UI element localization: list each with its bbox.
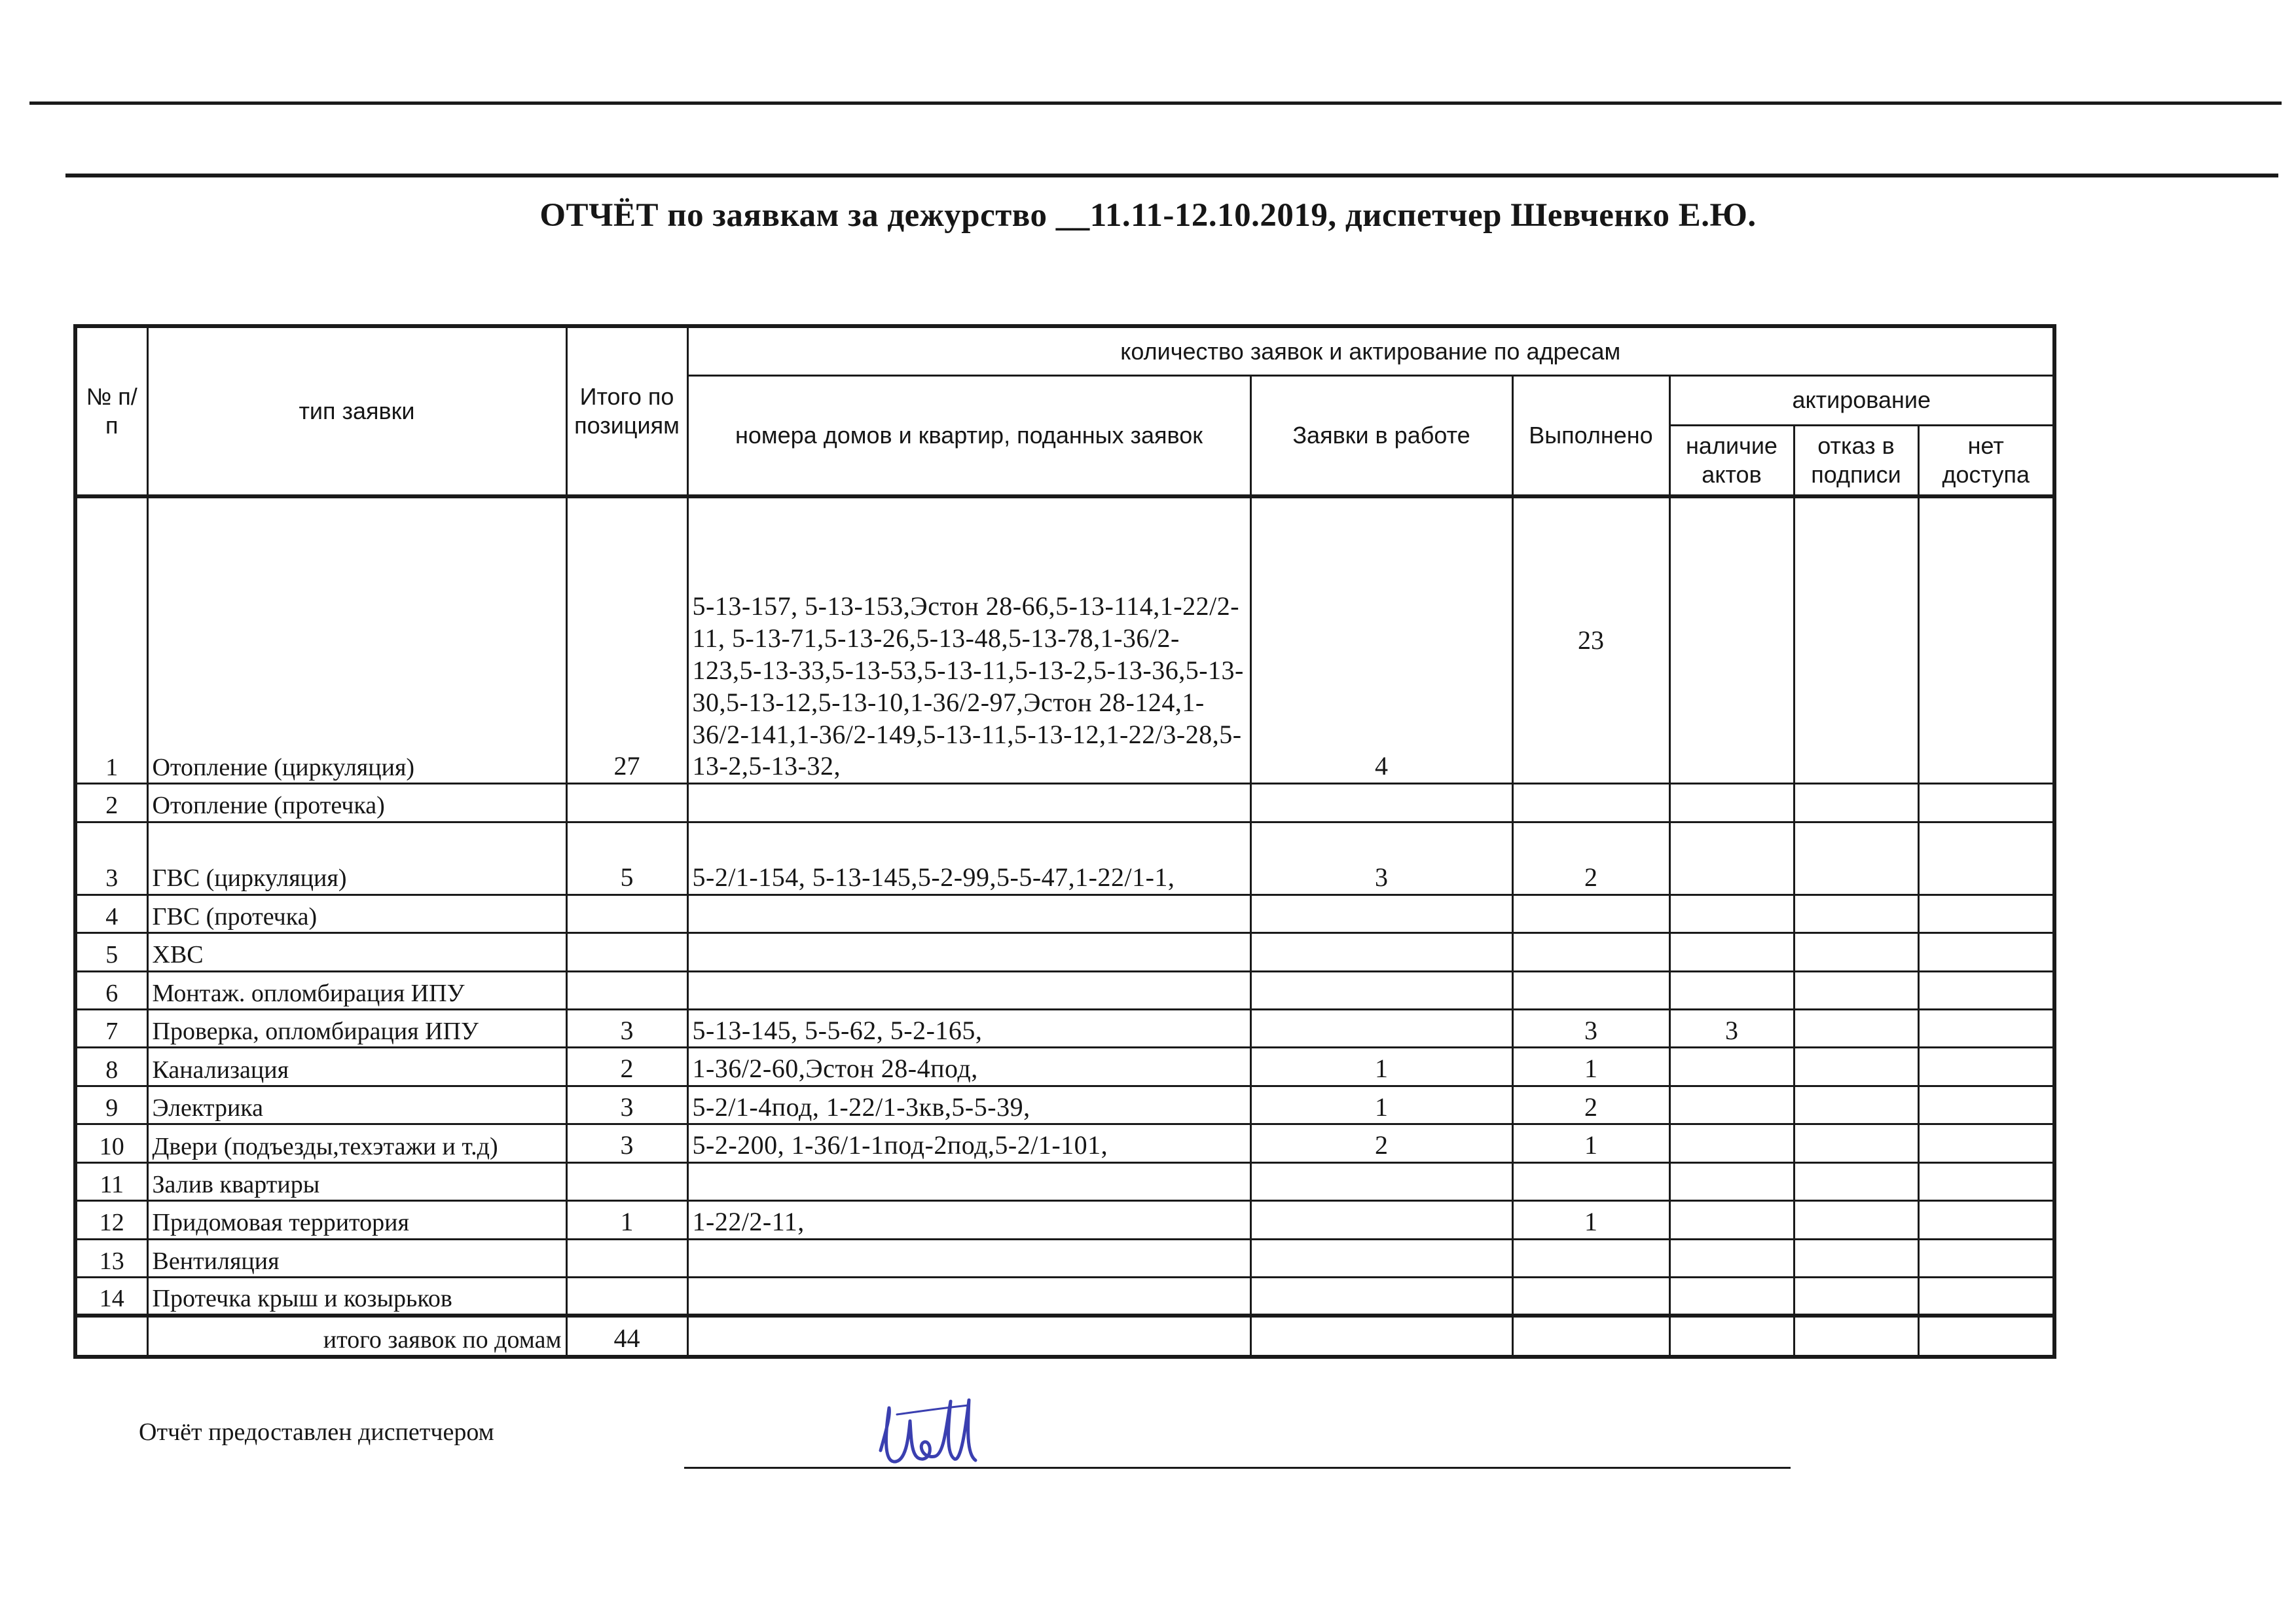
row-acts-present [1669, 971, 1794, 1009]
row-done [1512, 1239, 1669, 1277]
row-acts-refused [1794, 971, 1918, 1009]
row-acts-no-access [1918, 895, 2054, 932]
row-acts-present [1669, 933, 1794, 971]
row-total [566, 1278, 687, 1316]
row-type: Электрика [147, 1086, 566, 1124]
row-type: Залив квартиры [147, 1162, 566, 1200]
header-num: № п/п [75, 326, 147, 496]
header-group: количество заявок и актирование по адресам [687, 326, 2054, 376]
row-acts-no-access [1918, 933, 2054, 971]
row-num: 10 [75, 1124, 147, 1162]
table-row [75, 895, 2054, 932]
header-done: Выполнено [1512, 376, 1669, 497]
row-acts-present [1669, 784, 1794, 822]
row-addresses [687, 1278, 1250, 1316]
row-addresses [687, 971, 1250, 1009]
row-in-work [1250, 784, 1512, 822]
total-empty-cell [1918, 1316, 2054, 1357]
row-acts-no-access [1918, 1162, 2054, 1200]
row-total: 3 [566, 1124, 687, 1162]
row-acts-refused [1794, 1048, 1918, 1086]
row-addresses: 1-22/2-11, [687, 1201, 1250, 1239]
row-in-work: 1 [1250, 1086, 1512, 1124]
row-num: 7 [75, 1010, 147, 1048]
row-done: 2 [1512, 822, 1669, 895]
row-acts-present [1669, 1239, 1794, 1277]
header-in-work: Заявки в работе [1250, 376, 1512, 497]
header-addresses: номера домов и квартир, поданных заявок [687, 376, 1250, 497]
row-num: 2 [75, 784, 147, 822]
row-addresses: 5-2/1-4под, 1-22/1-3кв,5-5-39, [687, 1086, 1250, 1124]
report-title: ОТЧЁТ по заявкам за дежурство __11.11-12.10.2019, диспетчер Шевченко Е.Ю. [539, 197, 1757, 234]
row-acts-no-access [1918, 822, 2054, 895]
row-in-work [1250, 1010, 1512, 1048]
total-empty-cell [75, 1316, 147, 1357]
row-acts-present [1669, 822, 1794, 895]
header-total: Итого по позициям [566, 326, 687, 496]
row-addresses: 5-13-157, 5-13-153,Эстон 28-66,5-13-114,1-22/2-11, 5-13-71,5-13-26,5-13-48,5-13-78,1-36/2-123,5-13-33,5-13-53,5-13-11,5-13-2,5-13-36,5-13-30,5-13-12,5-13-10,1-36/2-97,Эстон 28-124,1-36/2-141,1-36/2-149,5-13-11,5-13-12,1-22/3-28,5-13-2,5-13-32, [687, 496, 1250, 784]
row-in-work: 3 [1250, 822, 1512, 895]
row-type: ГВС (циркуляция) [147, 822, 566, 895]
row-num: 4 [75, 895, 147, 932]
row-num: 8 [75, 1048, 147, 1086]
row-addresses: 5-2-200, 1-36/1-1под-2под,5-2/1-101, [687, 1124, 1250, 1162]
row-acts-refused [1794, 1010, 1918, 1048]
row-done: 1 [1512, 1048, 1669, 1086]
row-addresses: 5-2/1-154, 5-13-145,5-2-99,5-5-47,1-22/1-1, [687, 822, 1250, 895]
row-done [1512, 1278, 1669, 1316]
header-acts-no-access: нет доступа [1918, 425, 2054, 496]
row-num: 13 [75, 1239, 147, 1277]
row-total [566, 895, 687, 932]
top-rule-2 [65, 174, 2278, 177]
row-type: Проверка, опломбирация ИПУ [147, 1010, 566, 1048]
row-addresses [687, 1162, 1250, 1200]
row-done: 3 [1512, 1010, 1669, 1048]
row-in-work: 1 [1250, 1048, 1512, 1086]
signature-mark [871, 1388, 1008, 1480]
row-acts-no-access [1918, 971, 2054, 1009]
total-empty-cell [1250, 1316, 1512, 1357]
row-num: 11 [75, 1162, 147, 1200]
total-empty-cell [1794, 1316, 1918, 1357]
row-num: 14 [75, 1278, 147, 1316]
row-in-work [1250, 1162, 1512, 1200]
row-in-work: 4 [1250, 496, 1512, 784]
table-row [75, 1278, 2054, 1316]
row-type: Вентиляция [147, 1239, 566, 1277]
row-in-work [1250, 1278, 1512, 1316]
table-row [75, 1124, 2054, 1162]
row-total: 2 [566, 1048, 687, 1086]
row-acts-present [1669, 1162, 1794, 1200]
table-row [75, 822, 2054, 895]
row-addresses [687, 933, 1250, 971]
table-row [75, 784, 2054, 822]
row-acts-present [1669, 1201, 1794, 1239]
row-addresses [687, 1239, 1250, 1277]
row-addresses [687, 895, 1250, 932]
row-acts-refused [1794, 1201, 1918, 1239]
row-acts-refused [1794, 784, 1918, 822]
row-total [566, 784, 687, 822]
row-total [566, 933, 687, 971]
row-done: 1 [1512, 1124, 1669, 1162]
row-acts-refused [1794, 1278, 1918, 1316]
row-type: Протечка крыш и козырьков [147, 1278, 566, 1316]
row-done: 2 [1512, 1086, 1669, 1124]
row-acts-no-access [1918, 1086, 2054, 1124]
table-row [75, 1086, 2054, 1124]
row-acts-present [1669, 496, 1794, 784]
row-type: Отопление (циркуляция) [147, 496, 566, 784]
row-num: 3 [75, 822, 147, 895]
row-done [1512, 784, 1669, 822]
row-type: Монтаж. опломбирация ИПУ [147, 971, 566, 1009]
row-num: 5 [75, 933, 147, 971]
row-acts-present: 3 [1669, 1010, 1794, 1048]
row-done [1512, 933, 1669, 971]
row-acts-present [1669, 1124, 1794, 1162]
signature-line [684, 1467, 1791, 1469]
header-type: тип заявки [147, 326, 566, 496]
row-num: 9 [75, 1086, 147, 1124]
row-type: Отопление (протечка) [147, 784, 566, 822]
total-empty-cell [1669, 1316, 1794, 1357]
row-acts-present [1669, 1086, 1794, 1124]
total-empty-cell [1512, 1316, 1669, 1357]
total-empty-cell [687, 1316, 1250, 1357]
table-row [75, 1010, 2054, 1048]
row-done [1512, 1162, 1669, 1200]
row-type: Придомовая территория [147, 1201, 566, 1239]
row-done: 23 [1512, 496, 1669, 784]
row-acts-no-access [1918, 1239, 2054, 1277]
row-done [1512, 895, 1669, 932]
row-total: 3 [566, 1086, 687, 1124]
row-acts-present [1669, 1278, 1794, 1316]
header-acts-refused: отказ в подписи [1794, 425, 1918, 496]
table-row [75, 496, 2054, 784]
row-in-work [1250, 1239, 1512, 1277]
row-num: 12 [75, 1201, 147, 1239]
table-row [75, 1201, 2054, 1239]
table-row [75, 971, 2054, 1009]
row-acts-refused [1794, 895, 1918, 932]
row-acts-no-access [1918, 1278, 2054, 1316]
row-in-work [1250, 933, 1512, 971]
row-type: ХВС [147, 933, 566, 971]
total-label: итого заявок по домам [147, 1316, 566, 1357]
row-in-work [1250, 971, 1512, 1009]
row-acts-refused [1794, 822, 1918, 895]
footer-label: Отчёт предоставлен диспетчером [139, 1418, 494, 1446]
row-acts-refused [1794, 1086, 1918, 1124]
row-acts-no-access [1918, 784, 2054, 822]
row-done: 1 [1512, 1201, 1669, 1239]
row-total: 27 [566, 496, 687, 784]
row-type: Двери (подъезды,техэтажи и т.д) [147, 1124, 566, 1162]
total-row [75, 1316, 2054, 1357]
row-total: 3 [566, 1010, 687, 1048]
row-acts-no-access [1918, 1048, 2054, 1086]
row-addresses: 5-13-145, 5-5-62, 5-2-165, [687, 1010, 1250, 1048]
header-acts-present: наличие актов [1669, 425, 1794, 496]
row-total [566, 1162, 687, 1200]
row-acts-refused [1794, 1124, 1918, 1162]
row-total [566, 1239, 687, 1277]
row-num: 1 [75, 496, 147, 784]
report-table [73, 324, 2056, 1359]
row-type: Канализация [147, 1048, 566, 1086]
row-acts-no-access [1918, 1201, 2054, 1239]
table-row [75, 1162, 2054, 1200]
row-total [566, 971, 687, 1009]
row-acts-present [1669, 1048, 1794, 1086]
header-acts-group: актирование [1669, 376, 2054, 426]
row-num: 6 [75, 971, 147, 1009]
row-addresses: 1-36/2-60,Эстон 28-4под, [687, 1048, 1250, 1086]
row-type: ГВС (протечка) [147, 895, 566, 932]
row-acts-no-access [1918, 1010, 2054, 1048]
row-in-work [1250, 895, 1512, 932]
row-in-work: 2 [1250, 1124, 1512, 1162]
row-total: 1 [566, 1201, 687, 1239]
row-acts-no-access [1918, 1124, 2054, 1162]
row-acts-refused [1794, 1239, 1918, 1277]
row-total: 5 [566, 822, 687, 895]
top-rule-1 [29, 101, 2282, 105]
row-done [1512, 971, 1669, 1009]
row-addresses [687, 784, 1250, 822]
row-acts-refused [1794, 496, 1918, 784]
table-row [75, 1048, 2054, 1086]
row-acts-refused [1794, 1162, 1918, 1200]
row-acts-present [1669, 895, 1794, 932]
row-acts-no-access [1918, 496, 2054, 784]
table-row [75, 1239, 2054, 1277]
row-in-work [1250, 1201, 1512, 1239]
total-value: 44 [566, 1316, 687, 1357]
row-acts-refused [1794, 933, 1918, 971]
table-row [75, 933, 2054, 971]
